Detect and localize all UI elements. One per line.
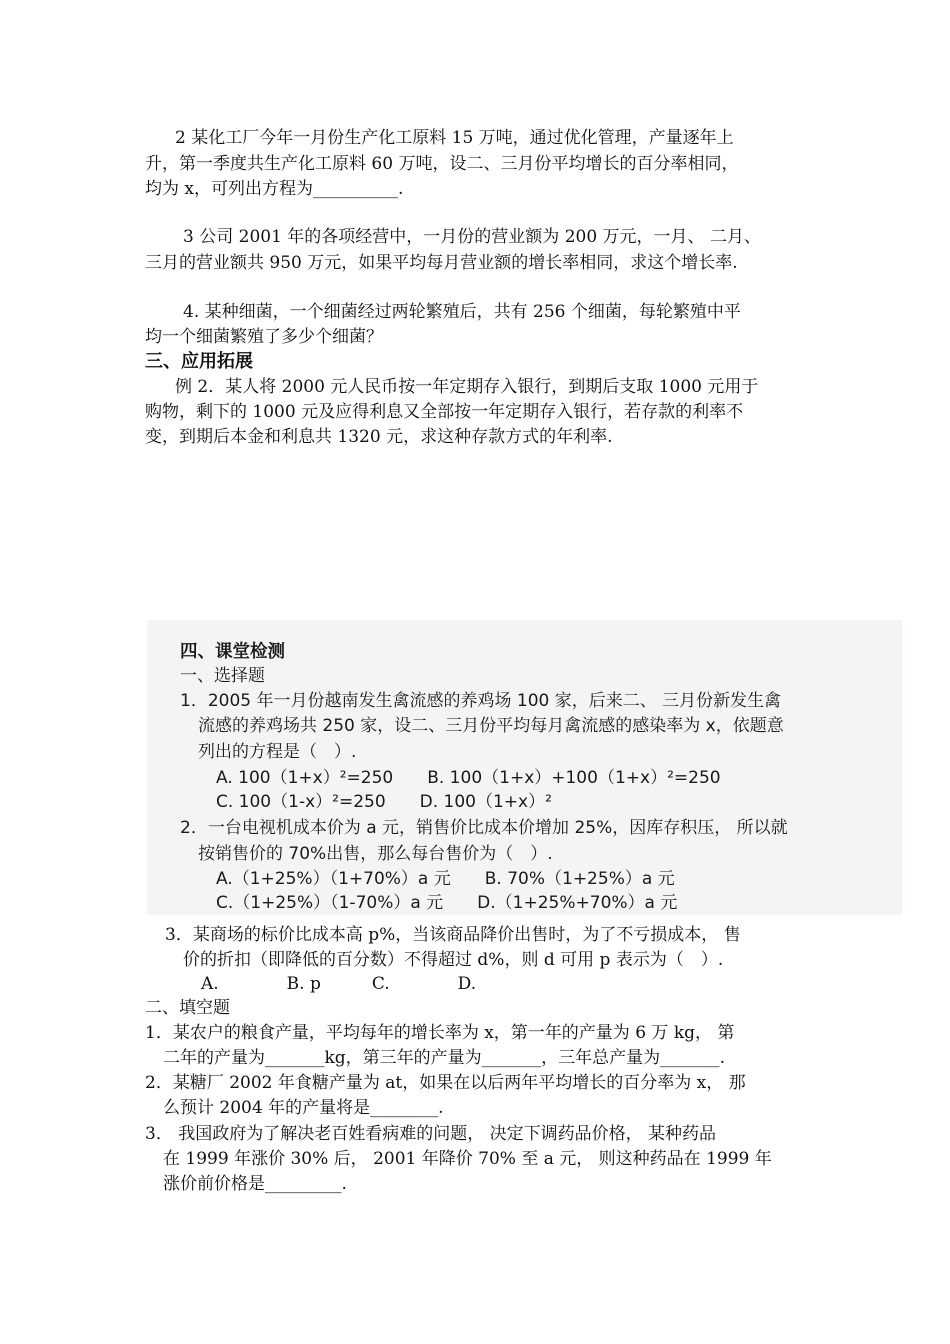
q3-line-2: 三月的营业额共 950 万元，如果平均每月营业额的增长率相同，求这个增长率. — [145, 253, 738, 273]
choice-q3-line-2: 价的折扣（即降低的百分数）不得超过 d%，则 d 可用 p 表示为（ ）. — [183, 950, 724, 970]
choice-q2-options-cd: C.（1+25%）（1-70%）a 元 D.（1+25%+70%）a 元 — [216, 893, 678, 913]
fill-q1-line-1: 1．某农户的粮食产量，平均每年的增长率为 x，第一年的产量为 6 万 kg， 第 — [145, 1023, 735, 1043]
example2-line-3: 变，到期后本金和利息共 1320 元，求这种存款方式的年利率. — [145, 427, 613, 447]
q4-line-2: 均一个细菌繁殖了多少个细菌？ — [145, 327, 383, 347]
q3-line-1: 3 公司 2001 年的各项经营中，一月份的营业额为 200 万元，一月、 二月、 — [183, 227, 761, 247]
choice-q1-options-ab: A. 100（1+x）²=250 B. 100（1+x）+100（1+x）²=250 — [216, 768, 721, 788]
q2-line-2: 升，第一季度共生产化工原料 60 万吨，设二、三月份平均增长的百分率相同， — [145, 154, 739, 174]
choice-q1-options-cd: C. 100（1-x）²=250 D. 100（1+x）² — [216, 792, 552, 812]
choice-q1-line-2: 流感的养鸡场共 250 家，设二、三月份平均每月禽流感的感染率为 x，依题意 — [198, 716, 784, 736]
fill-q2-line-2: 么预计 2004 年的产量将是________. — [163, 1098, 444, 1118]
fill-q3-line-2: 在 1999 年涨价 30% 后， 2001 年降价 70% 至 a 元， 则这种药品在 1999 年 — [163, 1149, 772, 1169]
choice-q3-options: A. B. p C. D. — [201, 974, 477, 994]
q2-line-1: 2 某化工厂今年一月份生产化工原料 15 万吨，通过优化管理，产量逐年上 — [175, 128, 734, 148]
choice-q2-line-1: 2．一台电视机成本价为 a 元，销售价比成本价增加 25%，因库存积压， 所以就 — [180, 818, 788, 838]
fill-section-title: 二、填空题 — [145, 998, 230, 1018]
choice-section-title: 一、选择题 — [180, 666, 265, 686]
fill-q2-line-1: 2．某糖厂 2002 年食糖产量为 at，如果在以后两年平均增长的百分率为 x， 那 — [145, 1073, 746, 1093]
choice-q2-options-ab: A.（1+25%）（1+70%）a 元 B. 70%（1+25%）a 元 — [216, 869, 675, 889]
example2-line-2: 购物，剩下的 1000 元及应得利息又全部按一年定期存入银行，若存款的利率不 — [145, 402, 744, 422]
example2-line-1: 例 2．某人将 2000 元人民币按一年定期存入银行，到期后支取 1000 元用于 — [175, 377, 759, 397]
choice-q1-line-3: 列出的方程是（ ）. — [198, 742, 357, 762]
q4-line-1: 4. 某种细菌，一个细菌经过两轮繁殖后，共有 256 个细菌，每轮繁殖中平 — [183, 302, 741, 322]
section4-title: 四、课堂检测 — [180, 642, 285, 662]
fill-q3-line-1: 3． 我国政府为了解决老百姓看病难的问题， 决定下调药品价格， 某种药品 — [145, 1124, 717, 1144]
fill-q3-line-3: 涨价前价格是_________. — [163, 1174, 347, 1194]
q2-line-3: 均为 x，可列出方程为__________. — [145, 179, 404, 199]
section3-title: 三、应用拓展 — [145, 351, 253, 372]
choice-q1-line-1: 1．2005 年一月份越南发生禽流感的养鸡场 100 家，后来二、 三月份新发生禽 — [180, 691, 782, 711]
choice-q3-line-1: 3．某商场的标价比成本高 p%，当该商品降价出售时，为了不亏损成本， 售 — [165, 925, 741, 945]
choice-q2-line-2: 按销售价的 70%出售，那么每台售价为（ ）. — [198, 844, 553, 864]
fill-q1-line-2: 二年的产量为_______kg，第三年的产量为_______，三年总产量为_______. — [163, 1048, 726, 1068]
